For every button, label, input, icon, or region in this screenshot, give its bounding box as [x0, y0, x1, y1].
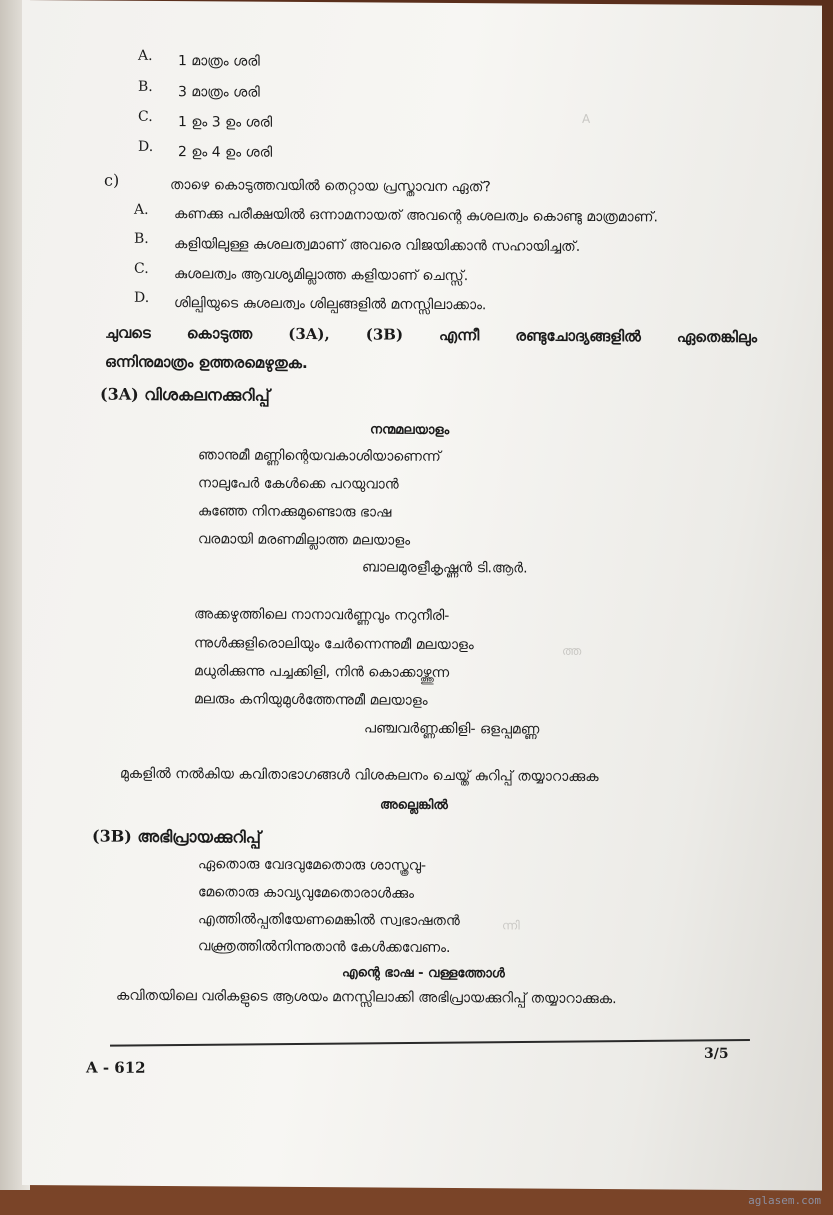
instruction-word: രണ്ടുചോദ്യങ്ങളിൽ	[515, 326, 641, 346]
option-text: കുശലത്വം ആവശ്യമില്ലാത്ത കളിയാണ് ചെസ്സ്.	[174, 266, 469, 285]
section-instruction	[105, 319, 757, 382]
poem-line: എത്തിൽപ്പതിയേണമെങ്കിൽ സ്വഭാഷതൻ	[198, 911, 460, 930]
option-text: കണക്കു പരീക്ഷയിൽ ഒന്നാമനായത് അവന്റെ കുശലത്വം കൊണ്ടു മാത്രമാണ്.	[174, 206, 658, 226]
option-letter: D.	[134, 289, 150, 306]
instruction-word: കൊടുത്ത	[186, 324, 253, 343]
option-letter: C.	[134, 260, 149, 277]
poem-line: നാലുപേർ കേൾക്കെ പറയുവാൻ	[198, 475, 399, 493]
option-letter: B.	[138, 78, 153, 95]
instruction-line-1	[105, 319, 757, 353]
exam-page: A. 1 മാത്രം ശരി B. 3 മാത്രം ശരി C. 1 ഉം 3 ഉം ശരി D. 2 ഉം 4 ഉം ശരി c) താഴെ കൊടുത്തവയിൽ തെറ്റായ പ്രസ്താവന ഏത്? A. കണക്കു പരീക്ഷയിൽ ഒന്നാമനായത് അവന്റെ കുശലത്വം കൊണ്ടു മാത്രമാണ്. B. കളിയിലുള്ള കുശലത്വമാണ് അവരെ വിജയിക്കാൻ സഹായിച്ചത്. C. കുശലത്വം ആവശ്യമില്ലാത്ത കളിയാണ് ചെസ്സ്. D. ശില്പിയുടെ കുശലത്വം ശില്പങ്ങളിൽ മനസ്സിലാക്കാം. ചുവടെ കൊടുത്ത (3A), (3B) എന്നീ രണ്ടുചോദ്യങ്ങളിൽ ഏതെങ്കിലും ഒന്നിനുമാത്രം ഉത്തരമെഴുതുക. (3A) വിശകലനക്കുറിപ്പ് നന്മമലയാളം ഞാനുമീ മണ്ണിന്റെയവകാശിയാണെന്ന് നാലുപേർ കേൾക്കെ പറയുവാൻ കുഞ്ഞേ നിനക്കുമുണ്ടൊരു ഭാഷ വരമായി മരണമില്ലാത്ത മലയാളം ബാലമുരളീകൃഷ്ണൻ ടി.ആർ. അക്കഴുത്തിലെ നാനാവർണ്ണവും നറുനീരി- ന്നുൾക്കുളിരൊലിയും ചേർന്നെന്നുമീ മലയാളം മധുരിക്കുന്നു പച്ചക്കിളി, നിൻ കൊക്കാഴ്ത്തുന്ന മലരും കനിയുമുൾത്തേന്നുമീ മലയാളം പഞ്ചവർണ്ണക്കിളി- ഒളപ്പമണ്ണ മുകളിൽ നൽകിയ കവിതാഭാഗങ്ങൾ വിശകലനം ചെയ്ത് കുറിപ്പ് തയ്യാറാക്കുക അല്ലെങ്കിൽ (3B) അഭിപ്രായക്കുറിപ്പ് ഏതൊരു വേദവുമേതൊരു ശാസ്ത്രവു- മേതൊരു കാവ്യവുമേതൊരാൾക്കും എത്തിൽപ്പതിയേണമെങ്കിൽ സ്വഭാഷതൻ വക്ത്രത്തിൽനിന്നുതാൻ കേൾക്കവേണം. എന്റെ ഭാഷ - വള്ളത്തോൾ കവിതയിലെ വരികളുടെ ആശയം മനസ്സിലാക്കി അഭിപ്രായക്കുറിപ്പ് തയ്യാറാക്കുക. A ത്ത ന്നി A - 612 3/5	[22, 0, 822, 1191]
option-letter: A.	[134, 201, 149, 218]
instruction-word: എന്നീ	[439, 325, 480, 345]
task-instruction: മുകളിൽ നൽകിയ കവിതാഭാഗങ്ങൾ വിശകലനം ചെയ്ത് കുറിപ്പ് തയ്യാറാക്കുക	[120, 765, 599, 786]
poem-line: മലരും കനിയുമുൾത്തേന്നുമീ മലയാളം	[194, 691, 428, 709]
page-number: 3/5	[704, 1045, 729, 1062]
option-letter: A.	[138, 47, 153, 64]
poem-line: ഏതൊരു വേദവുമേതൊരു ശാസ്ത്രവു-	[198, 856, 427, 874]
poem-line: വക്ത്രത്തിൽനിന്നുതാൻ കേൾക്കവേണം.	[198, 938, 451, 956]
instruction-line-2: ഒന്നിനുമാത്രം ഉത്തരമെഴുതുക.	[105, 352, 308, 372]
section-title: വിശകലനക്കുറിപ്പ്	[144, 384, 270, 405]
instruction-word: (3A),	[288, 324, 330, 344]
section-3a-heading	[100, 385, 270, 406]
poem-line: കുഞ്ഞേ നിനക്കുമുണ്ടൊരു ഭാഷ	[198, 503, 392, 521]
poem-author: എന്റെ ഭാഷ - വള്ളത്തോൾ	[342, 965, 505, 982]
option-letter: D.	[138, 138, 154, 155]
poem-author: ബാലമുരളീകൃഷ്ണൻ ടി.ആർ.	[362, 559, 528, 577]
watermark: aglasem.com	[748, 1194, 821, 1207]
instruction-word: ചുവടെ	[105, 323, 151, 342]
question-text: താഴെ കൊടുത്തവയിൽ തെറ്റായ പ്രസ്താവന ഏത്?	[170, 177, 491, 196]
poem-line: മേതൊരു കാവ്യവുമേതൊരാൾക്കും	[198, 884, 415, 902]
option-letter: C.	[138, 108, 153, 125]
option-text: 1 ഉം 3 ഉം ശരി	[178, 114, 273, 131]
poem-line: വരമായി മരണമില്ലാത്ത മലയാളം	[198, 531, 411, 549]
section-code: (3B)	[92, 826, 132, 846]
poem-line: മധുരിക്കുന്നു പച്ചക്കിളി, നിൻ കൊക്കാഴ്ത്തുന്ന	[194, 663, 450, 681]
poem-line: അക്കഴുത്തിലെ നാനാവർണ്ണവും നറുനീരി-	[194, 606, 450, 624]
poem-title: നന്മമലയാളം	[370, 422, 450, 438]
option-text: 1 മാത്രം ശരി	[178, 53, 260, 70]
footer-rule	[110, 1039, 750, 1047]
question-label: c)	[104, 170, 120, 190]
paper-code: A - 612	[86, 1058, 146, 1077]
poem-author: പഞ്ചവർണ്ണക്കിളി- ഒളപ്പമണ്ണ	[364, 720, 540, 738]
poem-line: ന്നുൾക്കുളിരൊലിയും ചേർന്നെന്നുമീ മലയാളം	[194, 635, 474, 654]
section-title: അഭിപ്രായക്കുറിപ്പ്	[137, 826, 261, 847]
option-text: 3 മാത്രം ശരി	[178, 84, 260, 101]
task-instruction: കവിതയിലെ വരികളുടെ ആശയം മനസ്സിലാക്കി അഭിപ്രായക്കുറിപ്പ് തയ്യാറാക്കുക.	[116, 987, 617, 1008]
instruction-word: ഏതെങ്കിലും	[676, 327, 758, 347]
instruction-word: (3B)	[365, 325, 404, 344]
poem-line: ഞാനുമീ മണ്ണിന്റെയവകാശിയാണെന്ന്	[198, 447, 441, 465]
option-text: ശില്പിയുടെ കുശലത്വം ശില്പങ്ങളിൽ മനസ്സിലാക്കാം.	[174, 295, 487, 314]
or-label: അല്ലെങ്കിൽ	[380, 797, 448, 813]
option-letter: B.	[134, 230, 149, 247]
option-text: 2 ഉം 4 ഉം ശരി	[178, 144, 273, 161]
section-3b-heading	[92, 826, 261, 847]
option-text: കളിയിലുള്ള കുശലത്വമാണ് അവരെ വിജയിക്കാൻ സഹായിച്ചത്.	[174, 236, 581, 255]
section-code: (3A)	[100, 384, 139, 404]
